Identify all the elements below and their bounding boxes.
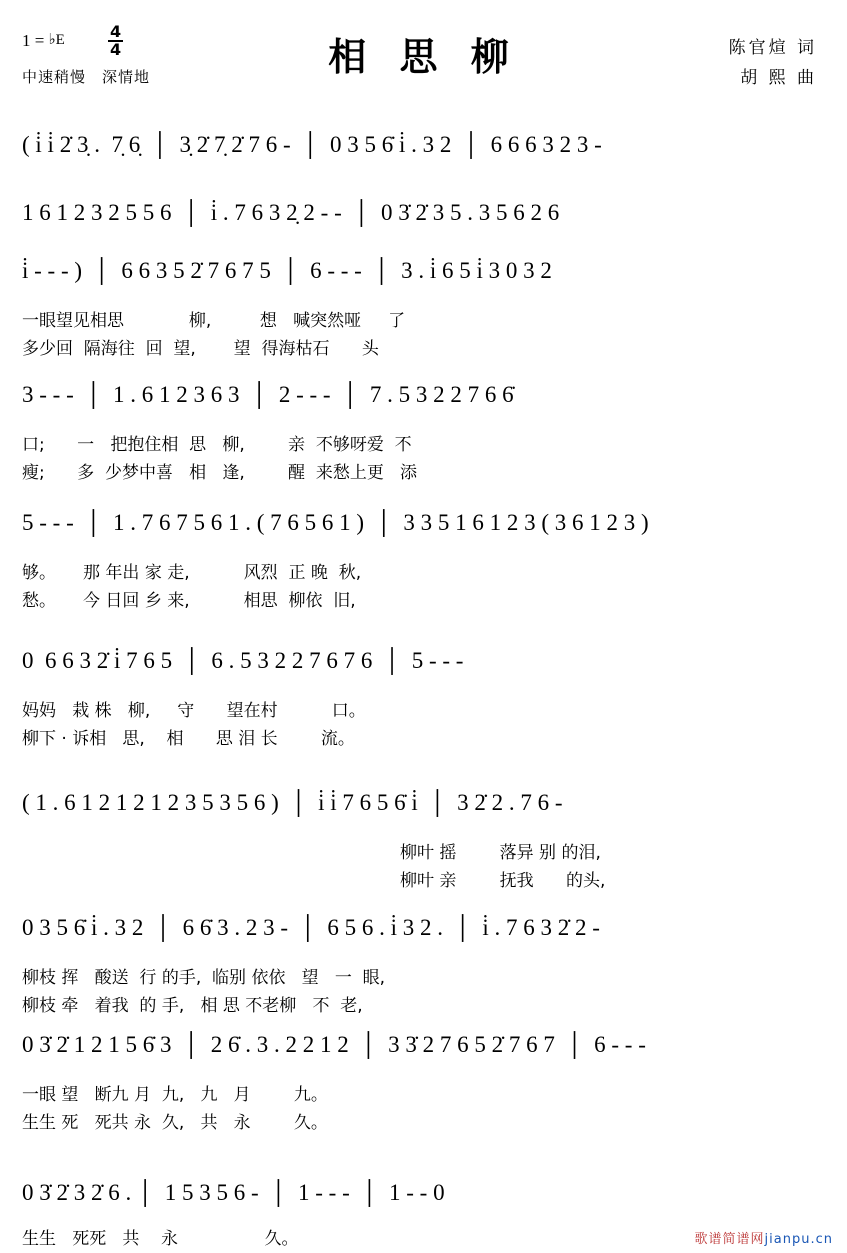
- key-label: 1 =: [22, 31, 45, 50]
- tempo-expression: 深情地: [102, 68, 151, 86]
- tempo-marking: [22, 66, 150, 87]
- lyric-line-verse2: 愁。 今 日回 乡 来, 相思 柳依 旧,: [22, 591, 356, 611]
- notation-line: 1 6 1 2 3 2 5 5 6 │ i̇ . 7 6 3 2̣ 2 - - │ 0 3̇ 2̇ 3 5 . 3 5 6 2 6: [22, 200, 560, 225]
- notation-line: i̇ - - - ) │ 6 6 3 5 2̇ 7 6 7 5 │ 6 - - - │ 3 . i̇ 6 5 i̇ 3 0 3 2: [22, 258, 552, 283]
- lyric-line-verse1: 妈妈 栽 株 柳, 守 望在村 口。: [22, 701, 366, 721]
- page-title: 相 思 柳: [328, 34, 519, 79]
- notation-line: 5 - - - │ 1 . 7 6 7 5 6 1 . ( 7 6 5 6 1 ) │ 3 3 5 1 6 1 2 3 ( 3 6 1 2 3 ): [22, 510, 649, 535]
- key-value: ♭E: [48, 32, 65, 48]
- lyric-line-verse2: 瘦; 多 少梦中喜 相 逢, 醒 来愁上更 添: [22, 463, 418, 483]
- lyric-line-verse1: 柳叶 摇 落异 别 的泪,: [400, 843, 601, 863]
- notation-line: 0 3̇ 2̇ 1 2 1 5 6̇ 3 │ 2 6̇ . 3 . 2 2 1 2 │ 3 3̇ 2 7 6 5 2̇ 7 6 7 │ 6 - - -: [22, 1032, 646, 1057]
- lyric-line-verse1: 生生 死死 共 永 久。: [22, 1229, 299, 1249]
- lyric-line-verse2: 多少回 隔海往 回 望, 望 得海枯石 头: [22, 339, 379, 359]
- credits: [729, 34, 817, 94]
- lyric-line-verse2: 柳叶 亲 抚我 的头,: [400, 871, 606, 891]
- notation-line: 3 - - - │ 1 . 6 1 2 3 6 3 │ 2 - - - │ 7 . 5 3 2 2 7 6 6̇: [22, 382, 514, 407]
- meter-numerator: 4: [110, 22, 122, 41]
- site-watermark: [695, 1228, 833, 1247]
- lyric-line-verse2: 生生 死 死共 永 久, 共 永 久。: [22, 1113, 328, 1133]
- lyric-line-verse1: 一眼 望 断九 月 九, 九 月 九。: [22, 1085, 328, 1105]
- lyric-line-verse2: 柳枝 牵 着我 的 手, 相 思 不老柳 不 老,: [22, 996, 363, 1016]
- tempo-primary: 中速稍慢: [22, 68, 87, 86]
- notation-line: ( 1 . 6 1 2 1 2 1 2 3 5 3 5 6 ) │ i̇ i̇ 7 6 5 6̇ i̇ │ 3 2̇ 2 . 7 6 -: [22, 790, 563, 815]
- notation-line: 0 3̇ 2̇ 3 2̇ 6 . │ 1 5 3 5 6 - │ 1 - - - │ 1 - - 0: [22, 1180, 445, 1205]
- watermark-url: jianpu.cn: [764, 1232, 833, 1247]
- lyric-line-verse1: 够。 那 年出 家 走, 风烈 正 晚 秋,: [22, 563, 362, 583]
- meter-denominator: 4: [110, 40, 122, 60]
- composer-credit: 胡 熙 曲: [740, 67, 817, 88]
- notation-line: 0 6 6 3 2̇ i̇ 7 6 5 │ 6 . 5 3 2 2 7 6 7 6 │ 5 - - -: [22, 648, 464, 673]
- lyric-line-verse2: 柳下 · 诉相 思, 相 思 泪 长 流。: [22, 729, 355, 749]
- lyric-line-verse1: 柳枝 挥 酸送 行 的手, 临别 依依 望 一 眼,: [22, 968, 386, 988]
- lyric-line-verse1: 一眼望见相思 柳, 想 喊突然哑 了: [22, 311, 406, 331]
- lyric-line-verse1: 口; 一 把抱住相 思 柳, 亲 不够呀爱 不: [22, 435, 412, 455]
- notation-line: ( i̇ i̇ 2̇ 3̣ . 7̣ 6̣ │ 3̣ 2̇ 7̣ 2̇ 7 6 - │ 0 3 5 6̇ i̇ . 3 2 │ 6 6 6 3 2 3 -: [22, 132, 602, 157]
- watermark-text: 歌谱简谱网: [694, 1232, 765, 1247]
- notation-line: 0 3 5 6̇ i̇ . 3 2 │ 6 6̇ 3 . 2 3 - │ 6 5 6 . i̇ 3 2 . │ i̇ . 7 6 3 2̇ 2 -: [22, 915, 600, 940]
- lyricist-credit: 陈官煊 词: [728, 38, 817, 58]
